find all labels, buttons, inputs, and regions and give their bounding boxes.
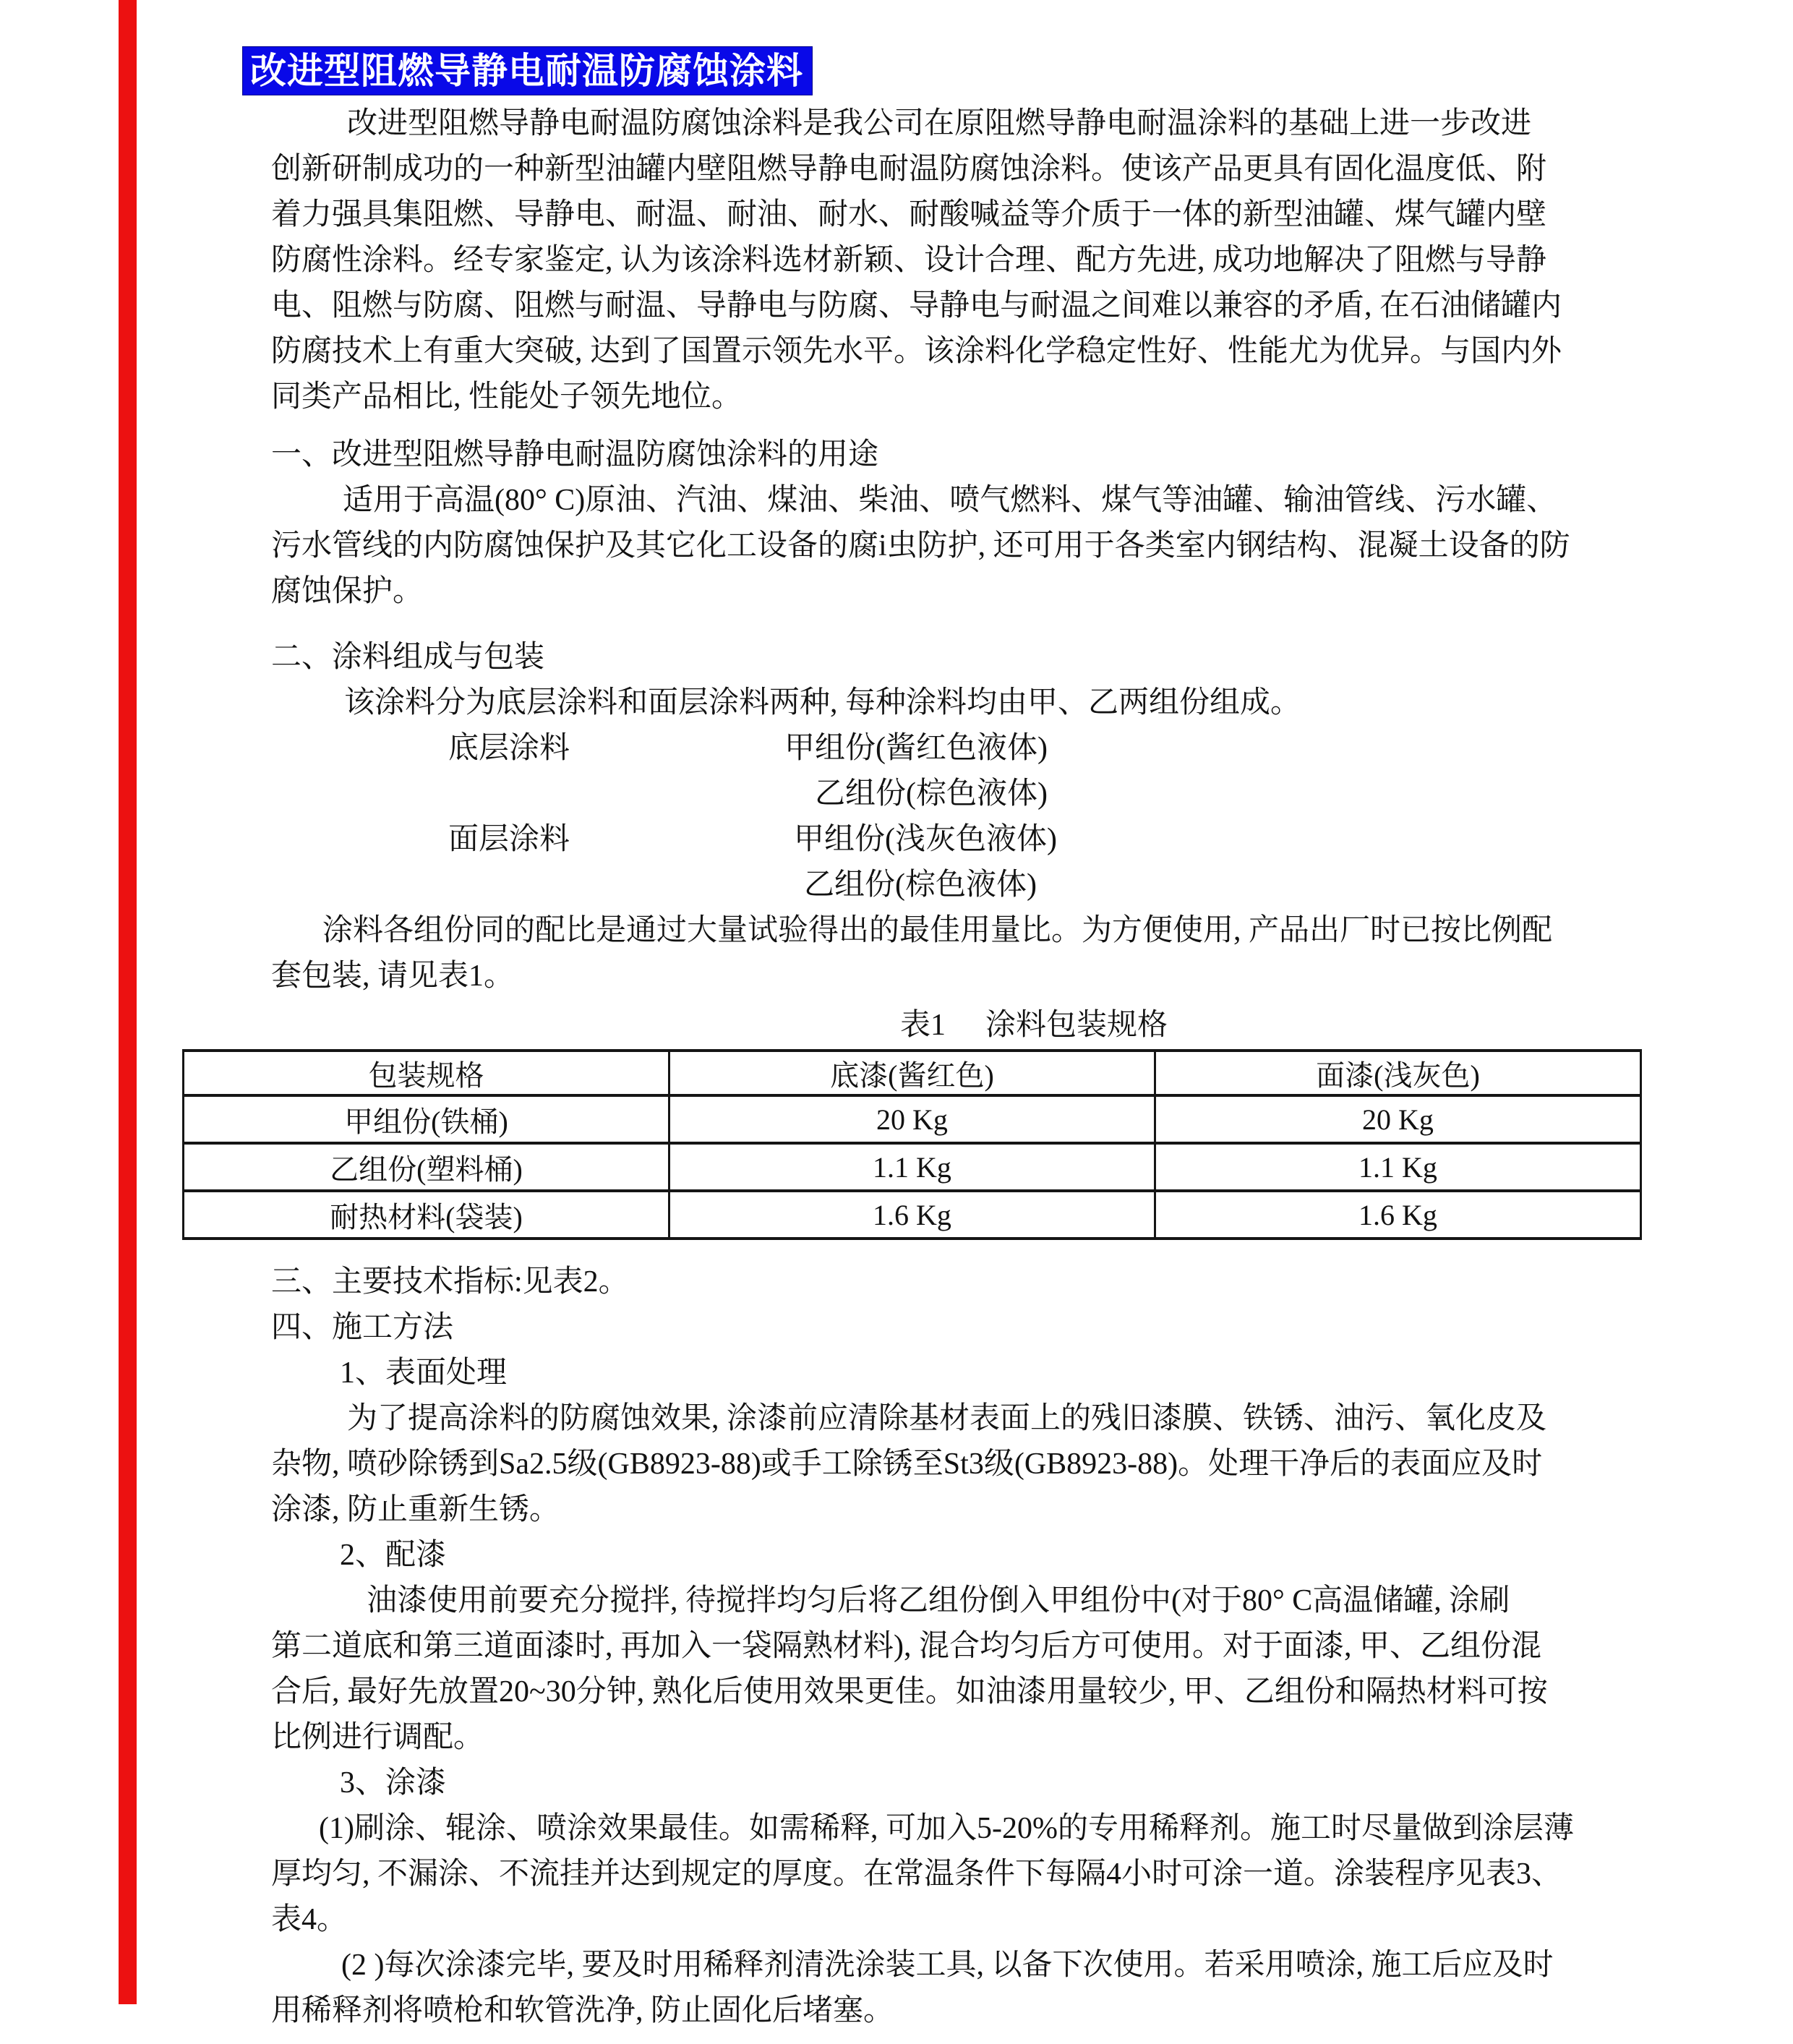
ratio-line: 套包装, 请见表1。 [271,959,515,993]
table-cell: 1.6 Kg [1155,1191,1641,1239]
sub1-heading: 1、表面处理 [340,1356,508,1390]
table1-caption-text: 涂料包装规格 [985,1009,1168,1042]
ratio-line: 涂料各组份同的配比是通过大量试验得出的最佳用量比。为方便使用, 产品出厂时已按比例配 [322,914,1553,947]
table1-caption-label: 表1 [900,1009,946,1042]
section3-heading: 三、主要技术指标:见表2。 [271,1265,629,1299]
intro-line: 改进型阻燃导静电耐温防腐蚀涂料是我公司在原阻燃导静电耐温涂料的基础上进一步改进 [347,107,1532,140]
table-cell: 1.6 Kg [669,1191,1155,1239]
section1-line: 污水管线的内防腐蚀保护及其它化工设备的腐i虫防护, 还可用于各类室内钢结构、混凝土设备的防 [271,529,1570,563]
table-row [184,1143,1641,1191]
coating-line: 厚均匀, 不漏涂、不流挂并达到规定的厚度。在常温条件下每隔4小时可涂一道。涂装程序见表3、 [271,1857,1562,1891]
paint-mixing-line: 油漆使用前要充分搅拌, 待搅拌均匀后将乙组份倒入甲组份中(对于80° C高温储罐, 涂刷 [367,1584,1510,1617]
table-header-row [184,1051,1641,1095]
coating-line: (1)刷涂、辊涂、喷涂效果最佳。如需稀释, 可加入5-20%的专用稀释剂。施工时尽量做到涂层薄 [319,1812,1574,1845]
intro-line: 防腐性涂料。经专家鉴定, 认为该涂料选材新颖、设计合理、配方先进, 成功地解决了阻燃与导静 [271,244,1547,277]
table-cell: 甲组份(铁桶) [184,1095,669,1143]
section1-paragraph [271,478,1648,615]
packaging-table [182,1049,1642,1240]
table-cell: 1.1 Kg [1155,1143,1641,1191]
ratio-paragraph [271,908,1648,999]
table-cell: 20 Kg [1155,1095,1641,1143]
paint-mixing-paragraph [271,1578,1648,1761]
section1-line: 腐蚀保护。 [271,575,424,608]
table-header-cell: 包装规格 [184,1051,669,1095]
intro-line: 着力强具集阻燃、导静电、耐温、耐油、耐水、耐酸喊益等介质于一体的新型油罐、煤气罐内壁 [271,198,1547,231]
component-row [271,726,1648,771]
intro-line: 防腐技术上有重大突破, 达到了国置示领先水平。该涂料化学稳定性好、性能尤为优异。与国内外 [271,335,1562,368]
component-list [271,726,1648,908]
coating-line: (2 )每次涂漆完毕, 要及时用稀释剂清洗涂装工具, 以备下次使用。若采用喷涂, 施工后应及时 [341,1949,1554,1982]
intro-paragraph [271,101,1648,420]
page-edge-red-strip [119,0,137,2004]
paint-mixing-line: 合后, 最好先放置20~30分钟, 熟化后使用效果更佳。如油漆用量较少, 甲、乙组份和隔热材料可按 [271,1675,1548,1709]
surface-prep-line: 杂物, 喷砂除锈到Sa2.5级(GB8923-88)或手工除锈至St3级(GB8923-88)。处理干净后的表面应及时 [271,1448,1543,1481]
intro-line: 同类产品相比, 性能处子领先地位。 [271,380,743,414]
surface-prep-line: 涂漆, 防止重新生锈。 [271,1493,560,1526]
sub2-heading: 2、配漆 [340,1539,447,1572]
table-header-cell: 面漆(浅灰色) [1155,1051,1641,1095]
coating-paragraph-2 [271,1943,1648,2034]
component-part: 乙组份(棕色液体) [815,777,1048,811]
component-layer-label: 底层涂料 [448,732,570,765]
component-row [271,817,1648,863]
table1-caption [271,1005,1648,1045]
table-cell: 乙组份(塑料桶) [184,1143,669,1191]
document-content [250,0,1648,2034]
paint-mixing-line: 第二道底和第三道面漆时, 再加入一袋隔熟材料), 混合均匀后方可使用。对于面漆, 甲、乙组份混 [271,1630,1541,1663]
document-title-highlighted: 改进型阻燃导静电耐温防腐蚀涂料 [242,46,813,95]
table-row [184,1191,1641,1239]
intro-line: 创新研制成功的一种新型油罐内壁阻燃导静电耐温防腐蚀涂料。使该产品更具有固化温度低、附 [271,153,1547,186]
section2-intro-line: 该涂料分为底层涂料和面层涂料两种, 每种涂料均由甲、乙两组份组成。 [344,686,1301,719]
table-header-cell: 底漆(酱红色) [669,1051,1155,1095]
component-row [271,863,1648,908]
sub3-heading: 3、涂漆 [340,1766,447,1800]
table-cell: 20 Kg [669,1095,1155,1143]
paint-mixing-line: 比例进行调配。 [271,1721,484,1754]
table-cell: 耐热材料(袋装) [184,1191,669,1239]
section2-heading: 二、涂料组成与包装 [271,641,545,674]
title-row [242,46,1648,95]
table-cell: 1.1 Kg [669,1143,1155,1191]
component-part: 甲组份(酱红色液体) [784,732,1048,765]
component-part: 甲组份(浅灰色液体) [794,823,1057,856]
surface-prep-line: 为了提高涂料的防腐蚀效果, 涂漆前应清除基材表面上的残旧漆膜、铁锈、油污、氧化皮及 [347,1402,1547,1435]
section1-heading: 一、改进型阻燃导静电耐温防腐蚀涂料的用途 [271,438,879,471]
component-part: 乙组份(棕色液体) [804,868,1037,902]
intro-line: 电、阻燃与防腐、阻燃与耐温、导静电与防腐、导静电与耐温之间难以兼容的矛盾, 在石油储罐内 [271,289,1562,322]
section4-heading: 四、施工方法 [271,1311,454,1344]
surface-prep-paragraph [271,1396,1648,1533]
coating-line: 表4。 [271,1903,348,1936]
component-layer-label: 面层涂料 [448,823,570,856]
coating-paragraph-1 [271,1806,1648,1943]
table-row [184,1095,1641,1143]
section1-line: 适用于高温(80° C)原油、汽油、煤油、柴油、喷气燃料、煤气等油罐、输油管线、污水罐、 [343,484,1557,517]
component-row [271,771,1648,817]
coating-line: 用稀释剂将喷枪和软管洗净, 防止固化后堵塞。 [271,1994,894,2027]
